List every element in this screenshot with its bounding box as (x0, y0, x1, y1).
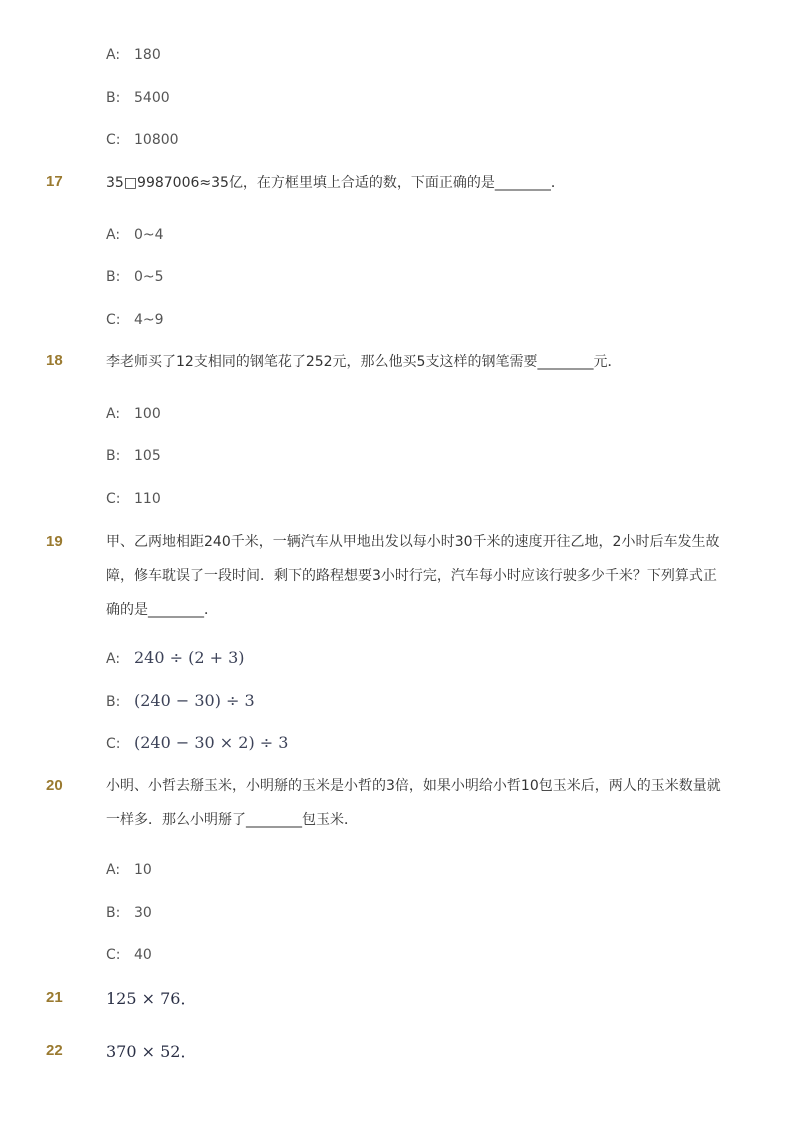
q19-text: 甲、乙两地相距240千米，一辆汽车从甲地出发以每小时30千米的速度开往乙地，2小时后车发生故障，修车耽误了一段时间．剩下的路程想要3小时行完，汽车每小时应该行驶多少千米？下列算式正确的是________． (106, 534, 720, 618)
q17-text: 35□9987006≈35亿，在方框里填上合适的数，下面正确的是________． (106, 175, 565, 191)
q16-option-b (106, 88, 170, 108)
q21-text: 125 × 76． (106, 989, 197, 1008)
option-letter: A: (106, 406, 121, 422)
q17-number: 17 (46, 173, 63, 190)
q16-option-c (106, 130, 179, 150)
option-letter: B: (106, 694, 121, 710)
option-letter: B: (106, 269, 121, 285)
option-letter: A: (106, 227, 121, 243)
option-letter: C: (106, 947, 121, 963)
q22-text: 370 × 52． (106, 1042, 197, 1061)
q20-number: 20 (46, 777, 63, 794)
q20-option-a (106, 860, 152, 880)
q18-text: 李老师买了12支相同的钢笔花了252元，那么他买5支这样的钢笔需要________元． (106, 354, 622, 370)
option-value: 105 (134, 448, 161, 464)
option-letter: A: (106, 651, 121, 667)
q17-option-c (106, 310, 164, 330)
q19-option-c (106, 733, 288, 754)
option-value: 30 (134, 905, 152, 921)
q20-option-b (106, 903, 152, 923)
option-value: 10 (134, 862, 152, 878)
q16-option-a (106, 45, 161, 65)
option-letter: A: (106, 47, 121, 63)
option-letter: C: (106, 491, 121, 507)
q18-option-c (106, 489, 161, 509)
option-value: 0~4 (134, 227, 164, 243)
option-value: 110 (134, 491, 161, 507)
option-value: (240 − 30) ÷ 3 (134, 691, 255, 710)
option-letter: B: (106, 448, 121, 464)
option-value: 100 (134, 406, 161, 422)
q18-option-b (106, 446, 161, 466)
option-letter: C: (106, 132, 121, 148)
q19-option-a (106, 648, 245, 669)
option-letter: B: (106, 905, 121, 921)
option-value: (240 − 30 × 2) ÷ 3 (134, 733, 289, 752)
option-value: 5400 (134, 90, 170, 106)
option-value: 240 ÷ (2 + 3) (134, 648, 245, 667)
q19-option-b (106, 691, 255, 712)
q17-option-a (106, 225, 164, 245)
option-letter: C: (106, 736, 121, 752)
option-value: 180 (134, 47, 161, 63)
q20-option-c (106, 945, 152, 965)
q21-number: 21 (46, 989, 63, 1006)
q20-text: 小明、小哲去掰玉米，小明掰的玉米是小哲的3倍，如果小明给小哲10包玉米后，两人的玉米数量就一样多．那么小明掰了________包玉米． (106, 778, 721, 828)
option-value: 10800 (134, 132, 179, 148)
option-letter: A: (106, 862, 121, 878)
option-value: 4~9 (134, 312, 164, 328)
q22-number: 22 (46, 1042, 63, 1059)
q19-number: 19 (46, 533, 63, 550)
q17-option-b (106, 267, 164, 287)
option-letter: C: (106, 312, 121, 328)
q18-option-a (106, 404, 161, 424)
option-value: 0~5 (134, 269, 164, 285)
option-letter: B: (106, 90, 121, 106)
q18-number: 18 (46, 352, 63, 369)
option-value: 40 (134, 947, 152, 963)
